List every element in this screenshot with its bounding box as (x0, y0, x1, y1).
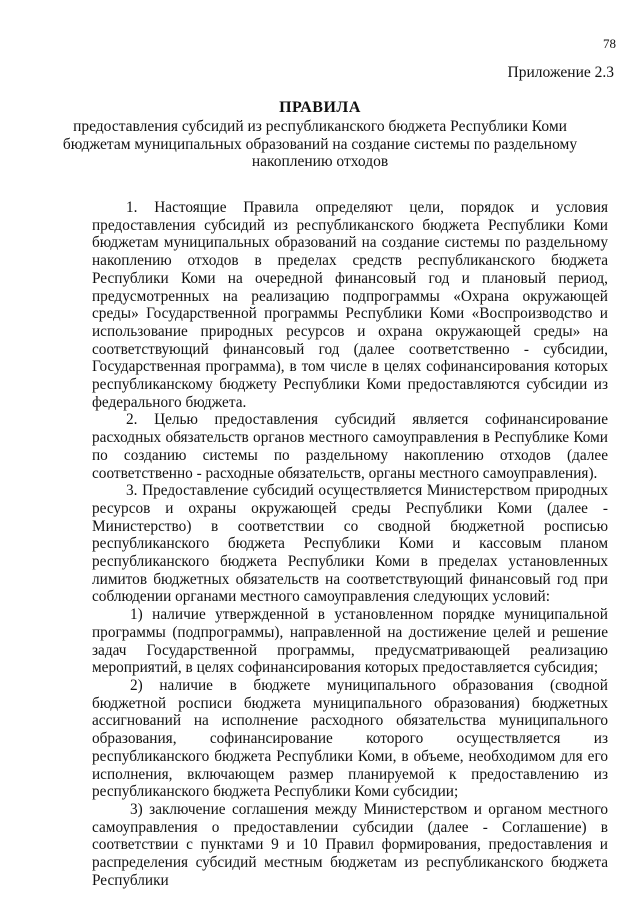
paragraph-3: 3. Предоставление субсидий осуществляется Министерством природных ресурсов и охраны окружающей среды Республики Коми (далее - Министерство) в соответствии со сводной бюджетной росписью республиканского бюджета Республики Коми и кассовым планом республиканского бюджета Республики Коми в пределах установленных лимитов бюджетных обязательств на соответствующий финансовый год при соблюдении органами местного самоуправления следующих условий: (92, 482, 608, 606)
paragraph-1: 1. Настоящие Правила определяют цели, порядок и условия предоставления субсидий из республиканского бюджета Республики Коми бюджетам муниципальных образований на создание системы по раздельному накоплению отходов в пределах средств республиканского бюджета Республики Коми на очередной финансовый год и плановый период, предусмотренных на реализацию подпрограммы «Охрана окружающей среды» Государственной программы Республики Коми «Воспроизводство и использование природных ресурсов и охрана окружающей среды» на соответствующий финансовый год (далее соответственно - субсидии, Государственная программа), в том числе в целях софинансирования которых республиканскому бюджету Республики Коми предоставляются субсидии из федерального бюджета. (92, 199, 608, 411)
document-title: ПРАВИЛА (279, 99, 361, 116)
condition-item-1: 1) наличие утвержденной в установленном порядке муниципальной программы (подпрограммы), направленной на достижение целей и решение задач Государственной программы, предусматривающей реализацию мероприятий, в целях софинансирования которых предоставляется субсидия; (92, 606, 608, 677)
condition-item-2: 2) наличие в бюджете муниципального образования (сводной бюджетной росписи бюджета муниципального образования) бюджетных ассигнований на исполнение расходного обязательства муниципального образования, софинансирование которого осуществляется из республиканского бюджета Республики Коми, в объеме, необходимом для его исполнения, включающем размер планируемой к предоставлению из республиканского бюджета Республики Коми субсидии; (92, 676, 608, 801)
condition-item-3: 3) заключение соглашения между Министерством и органом местного самоуправления о предоставлении субсидии (далее - Соглашение) в соответствии с пунктами 9 и 10 Правил формирования, предоставления и распределения субсидий местным бюджетам из республиканского бюджета Республики (92, 800, 608, 889)
paragraph-2: 2. Целью предоставления субсидий является софинансирование расходных обязательств органов местного самоуправления в Республике Коми по созданию системы по раздельному накоплению отходов (далее соответственно - расходные обязательств, органы местного самоуправления). (92, 411, 608, 482)
document-header (60, 98, 580, 171)
document-body (92, 199, 608, 889)
page-number: 78 (603, 36, 616, 51)
appendix-label: Приложение 2.3 (507, 64, 614, 81)
document-subtitle: предоставления субсидий из республиканского бюджета Республики Коми бюджетам муниципальных образований на создание системы по раздельному накоплению отходов (62, 118, 578, 170)
